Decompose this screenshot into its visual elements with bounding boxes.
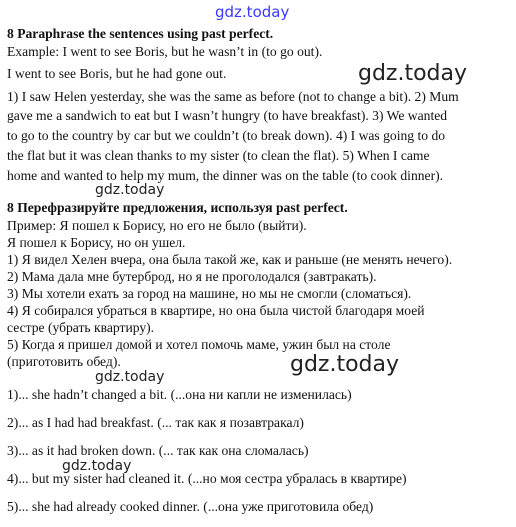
watermark-center-large: gdz.today [290,352,400,377]
english-example: Example: I went to see Boris, but he wasn’t in (to go out). [7,44,323,59]
russian-heading: 8 Перефразируйте предложения, используя past perfect. [7,200,348,215]
answer-2: 2)... as I had had breakfast. (... так как я позавтракал) [7,415,304,430]
answer-3: 3)... as it had broken down. (... так как она сломалась) [7,443,309,458]
answer-1: 1)... she hadn’t changed a bit. (...она ни капли не изменилась) [7,387,352,402]
russian-item-1: 1) Я видел Хелен вчера, она была такой же, как и раньше (не менять нечего). [7,252,453,267]
watermark-top: gdz.today [215,3,290,21]
watermark-small-after-russian: gdz.today [95,369,165,385]
english-paragraph-line-5: home and wanted to help my mum, the dinner was on the table (to cook dinner). [7,168,444,183]
russian-item-2: 2) Мама дала мне бутерброд, но я не проголодался (завтракать). [7,269,377,284]
russian-item-3: 3) Мы хотели ехать за город на машине, но мы не смогли (сломаться). [7,286,412,301]
russian-item-5: 5) Когда я пришел домой и хотел помочь маме, ужин был на столе [7,337,391,352]
english-paragraph-line-2: gave me a sandwich to eat but I wasn’t hungry (to have breakfast). 3) We wanted [7,108,448,123]
russian-item-4-cont: сестре (убрать квартиру). [7,320,155,335]
watermark-after-english: gdz.today [95,182,165,198]
russian-example: Пример: Я пошел к Борису, но его не было (выйти). [7,218,307,233]
english-paragraph-line-3: to go to the country by car but we couldn’t (to break down). 4) I was going to do [7,128,446,143]
english-paragraph-line-4: the flat but it was clean thanks to my sister (to clean the flat). 5) When I came [7,148,430,163]
watermark-small-bottom: gdz.today [62,458,132,474]
watermark-mid-right: gdz.today [358,61,468,86]
english-example-answer: I went to see Boris, but he had gone out. [7,66,227,81]
russian-example-answer: Я пошел к Борису, но он ушел. [7,235,186,250]
english-paragraph-line-1: 1) I saw Helen yesterday, she was the same as before (not to change a bit). 2) Mum [7,89,459,104]
answer-5: 5)... she had already cooked dinner. (...она уже приготовила обед) [7,499,374,514]
russian-item-4: 4) Я собирался убраться в квартире, но она была чистой благодаря моей [7,303,425,318]
answer-4: 4)... but my sister had cleaned it. (...но моя сестра убралась в квартире) [7,471,407,486]
english-heading: 8 Paraphrase the sentences using past perfect. [7,26,274,41]
russian-item-5-cont: (приготовить обед). [7,354,121,369]
